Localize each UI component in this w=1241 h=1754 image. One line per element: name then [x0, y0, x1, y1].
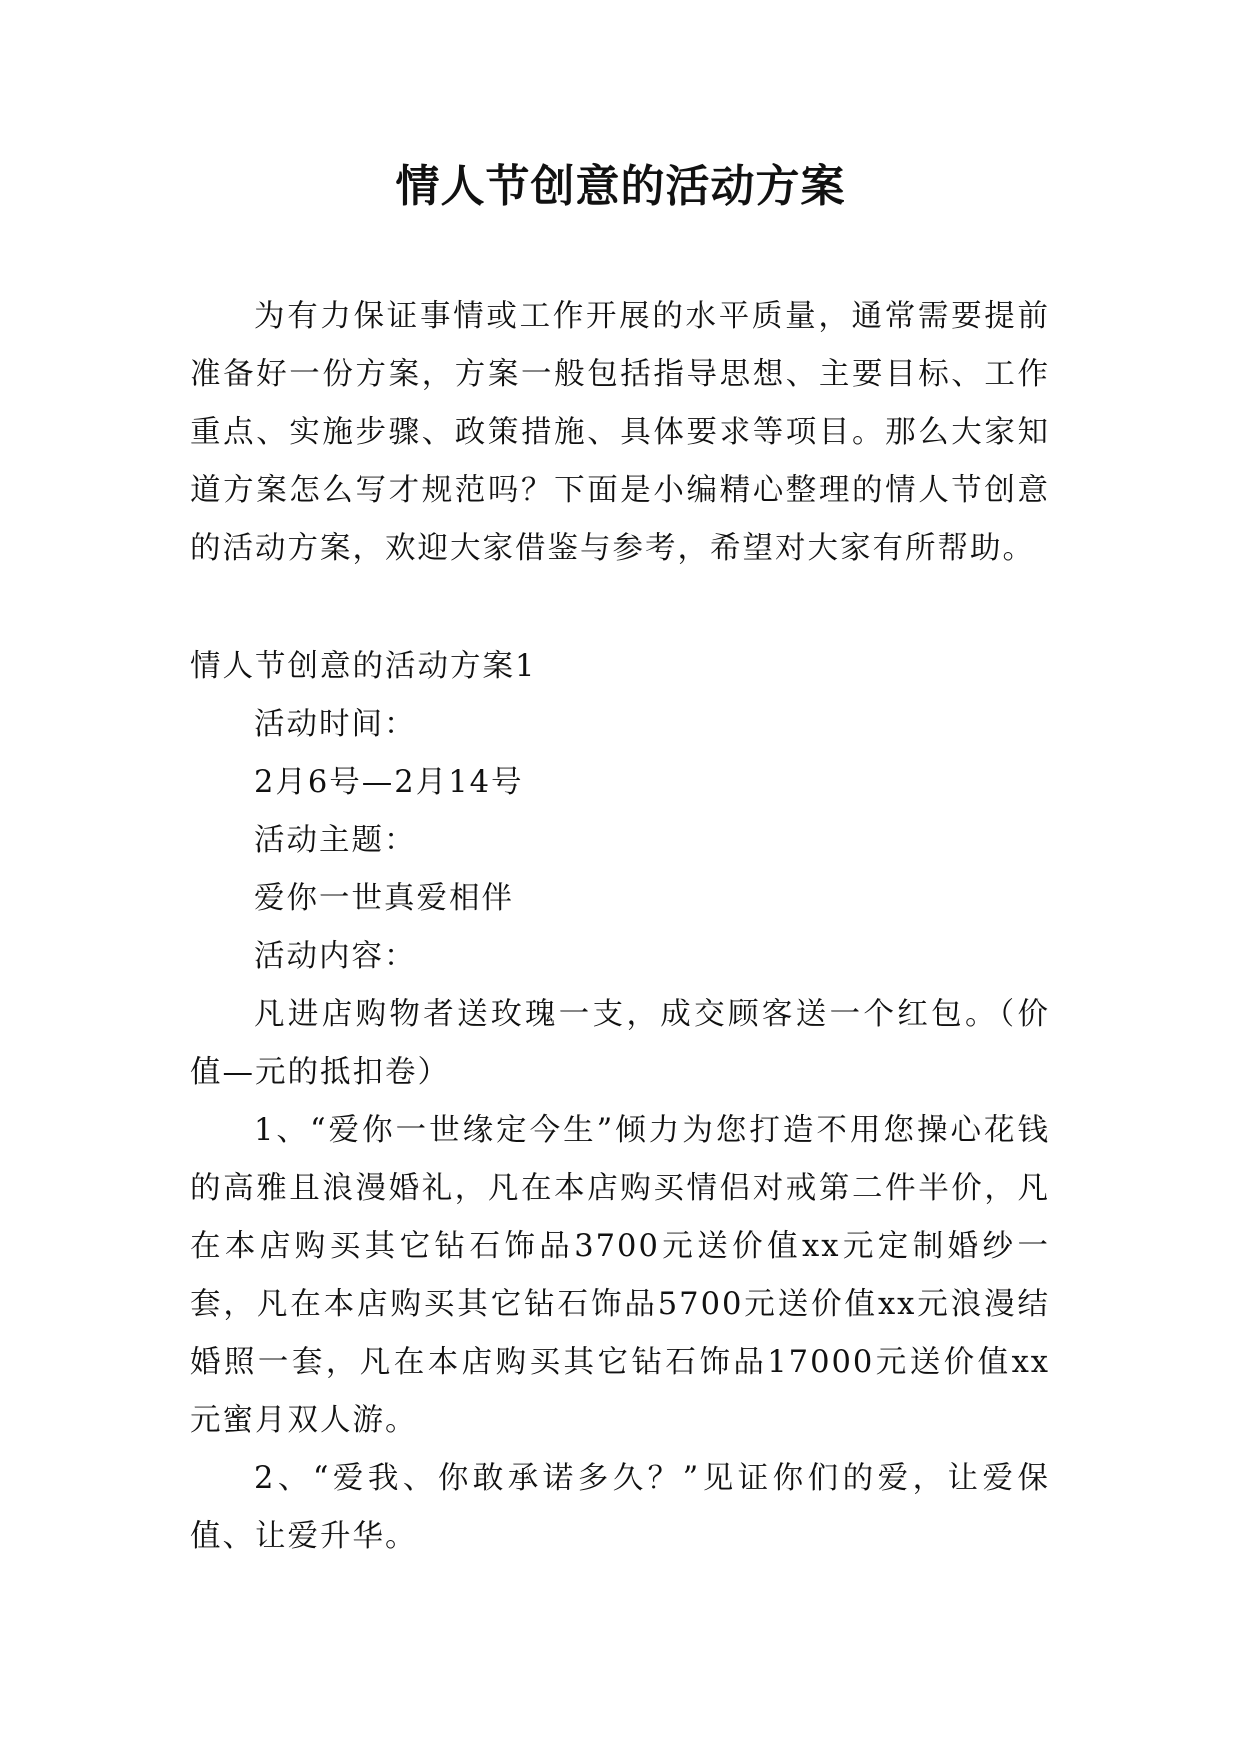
activity-theme-label: 活动主题： [254, 823, 417, 858]
activity-content-paragraph: 凡进店购物者送玫瑰一支，成交顾客送一个红包。（价值—元的抵扣卷） [190, 997, 1050, 1090]
activity-item-1: 1、“爱你一世缘定今生”倾力为您打造不用您操心花钱的高雅且浪漫婚礼，凡在本店购买情侣对戒第二件半价，凡在本店购买其它钻石饰品3700元送价值xx元定制婚纱一套，凡在本店购买其它钻石饰品5700元送价值xx元浪漫结婚照一套，凡在本店购买其它钻石饰品17000元送价值xx元蜜月双人游。 [190, 1113, 1050, 1438]
activity-item-2: 2、“爱我、你敢承诺多久？”见证你们的爱，让爱保值、让爱升华。 [190, 1461, 1050, 1554]
section-heading: 情人节创意的活动方案1 [190, 649, 537, 684]
activity-content-label: 活动内容： [254, 939, 417, 974]
activity-theme-value: 爱你一世真爱相伴 [254, 881, 514, 916]
activity-time-value: 2月6号—2月14号 [254, 765, 524, 800]
intro-paragraph: 为有力保证事情或工作开展的水平质量，通常需要提前准备好一份方案，方案一般包括指导思想、主要目标、工作重点、实施步骤、政策措施、具体要求等项目。那么大家知道方案怎么写才规范吗？下面是小编精心整理的情人节创意的活动方案，欢迎大家借鉴与参考，希望对大家有所帮助。 [190, 299, 1050, 566]
document-title: 情人节创意的活动方案 [395, 161, 846, 212]
activity-time-label: 活动时间： [254, 707, 417, 742]
